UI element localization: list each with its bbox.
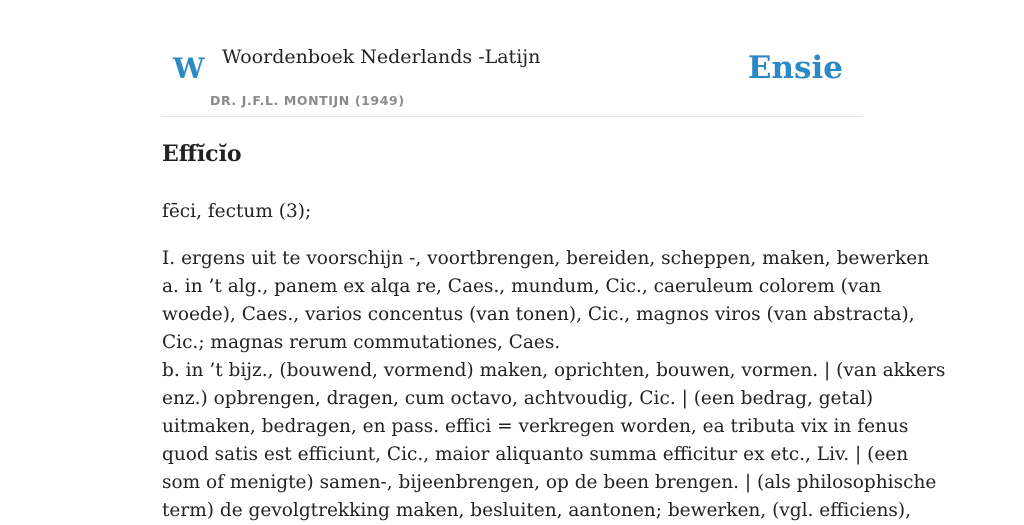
- dictionary-logo-icon[interactable]: W: [173, 52, 205, 85]
- dictionary-title[interactable]: Woordenboek Nederlands -Latijn: [222, 46, 541, 68]
- definition-line: a. in ’t alg., panem ex alqa re, Caes., mundum, Cic., caeruleum colorem (van: [162, 276, 882, 297]
- definition-line: b. in ’t bijz., (bouwend, vormend) maken, oprichten, bouwen, vormen. | (van akkers: [162, 360, 946, 381]
- definition-line: uitmaken, bedragen, en pass. effici = verkregen worden, ea tributa vix in fenus: [162, 416, 909, 437]
- definition-line: enz.) opbrengen, dragen, cum octavo, achtvoudig, Cic. | (een bedrag, getal): [162, 388, 874, 409]
- definition-line: I. ergens uit te voorschijn -, voortbrengen, bereiden, scheppen, maken, bewerken: [162, 248, 930, 269]
- dictionary-author: DR. J.F.L. MONTIJN (1949): [210, 93, 405, 108]
- definition-line: woede), Caes., varios concentus (van tonen), Cic., magnos viros (van abstracta),: [162, 304, 915, 325]
- entry-content: [162, 136, 946, 525]
- entry-definition: [162, 245, 946, 525]
- definition-line: term) de gevolgtrekking maken, besluiten, aantonen; bewerken, (vgl. efficiens),: [162, 500, 911, 521]
- ensie-brand-logo[interactable]: Ensie: [747, 50, 843, 86]
- definition-line: quod satis est efficiunt, Cic., maior aliquanto summa efficitur ex etc., Liv. | (een: [162, 444, 909, 465]
- site-header: [162, 0, 862, 117]
- entry-headword: Effĭcĭo: [162, 141, 242, 167]
- definition-line: som of menigte) samen-, bijeenbrengen, op de been brengen. | (als philosophische: [162, 472, 937, 493]
- definition-line: Cic.; magnas rerum commutationes, Caes.: [162, 332, 561, 353]
- entry-grammar: fēci, fectum (3);: [162, 201, 312, 222]
